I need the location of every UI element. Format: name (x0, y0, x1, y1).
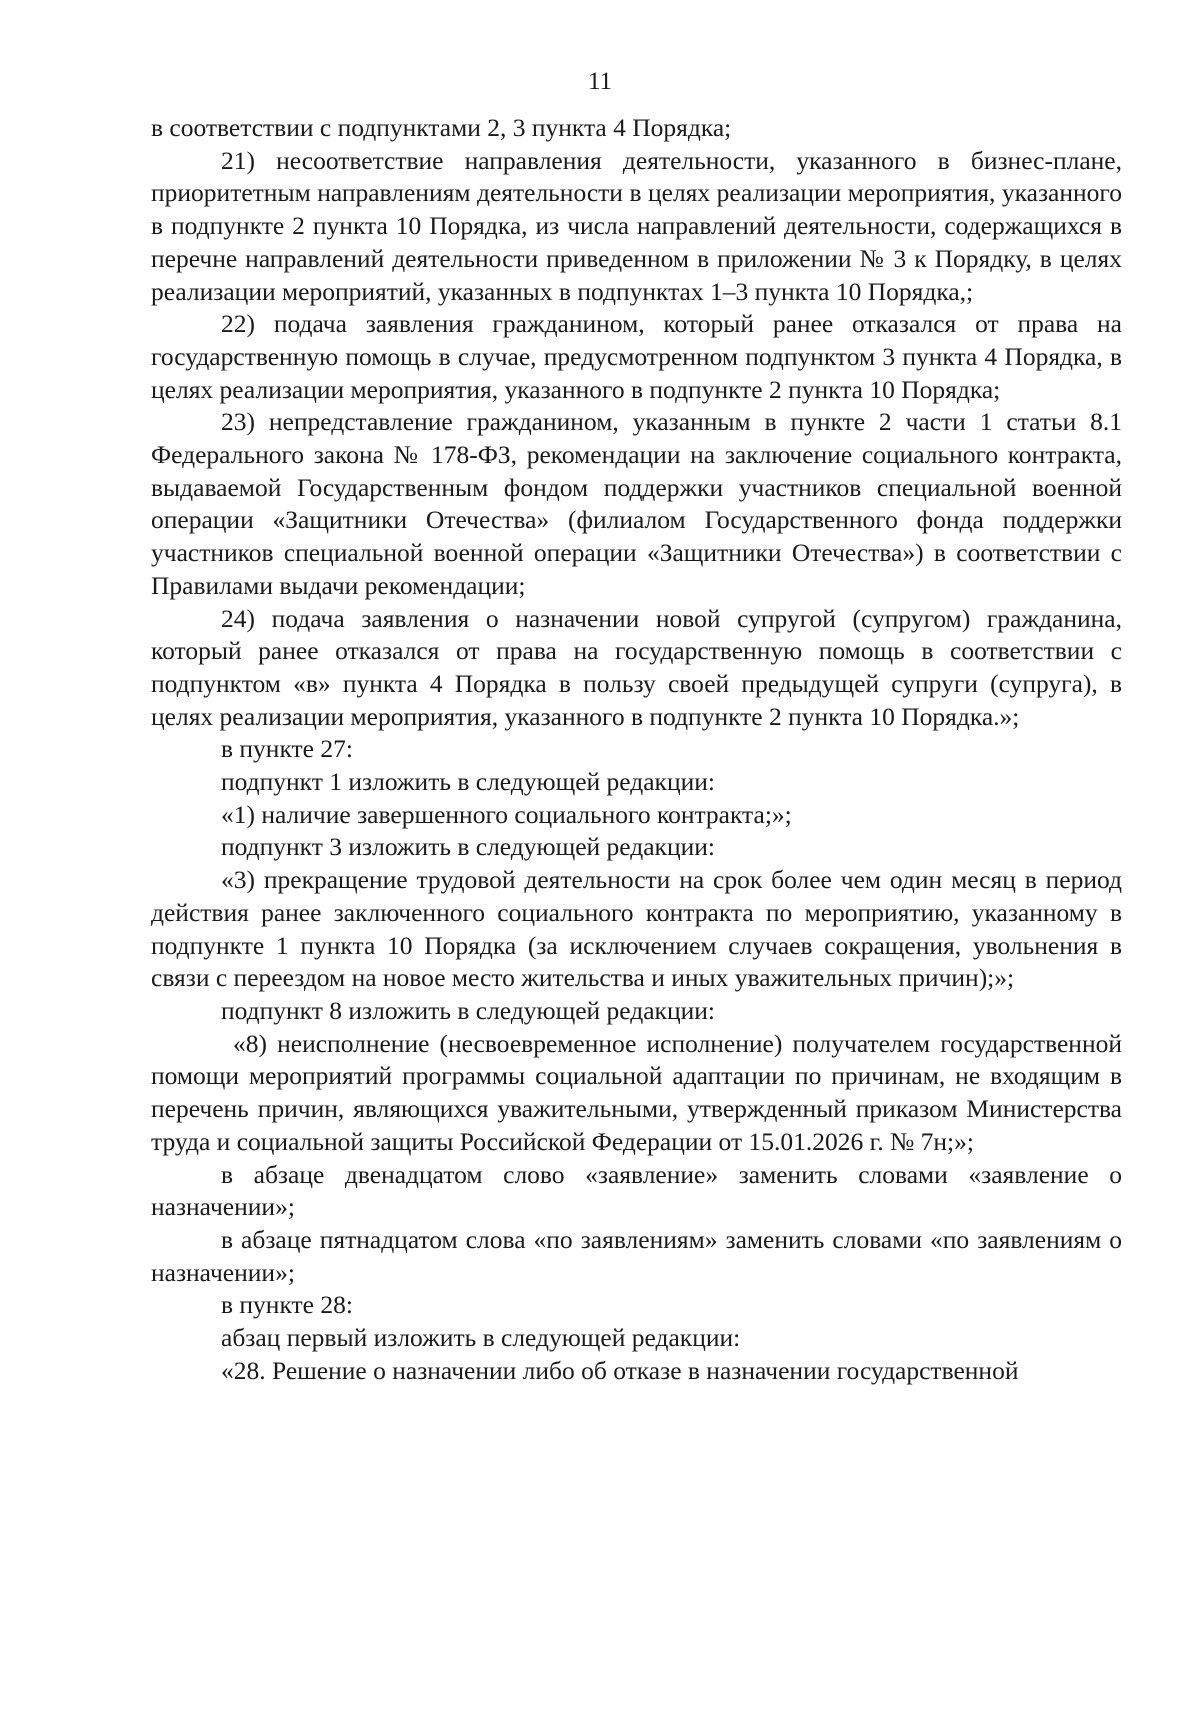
paragraph: в соответствии с подпунктами 2, 3 пункта 4 Порядка; (151, 113, 732, 142)
paragraph: 24) подача заявления о назначении новой супругой (супругом) гражданина, который ранее отказался от права на государственную помощь в соответствии с подпунктом «в» пункта 4 Порядка в пользу своей предыдущей супруги (супруга), в целях реализации мероприятия, указанного в подпункте 2 пункта 10 Порядка.»; (151, 603, 1122, 731)
paragraph: в пункте 28: (221, 1290, 353, 1320)
paragraph: «8) неисполнение (несвоевременное исполнение) получателем государственной помощи мероприятий программы социальной адаптации по причинам, не входящим в перечень причин, являющихся уважительными, утвержденный приказом Министерства труда и социальной защиты Российской Федерации от 15.01.2026 г. № 7н;»; (151, 1028, 1122, 1156)
paragraph: подпункт 1 изложить в следующей редакции: (221, 767, 715, 797)
paragraph: 21) несоответствие направления деятельности, указанного в бизнес-плане, приоритетным направлениям деятельности в целях реализации мероприятия, указанного в подпункте 2 пункта 10 Порядка, из числа направлений деятельности, содержащихся в перечне направлений деятельности приведенном в приложении № 3 к Порядку, в целях реализации мероприятий, указанных в подпунктах 1–3 пункта 10 Порядка,; (151, 145, 1122, 306)
paragraph: в пункте 27: (221, 734, 353, 764)
paragraph: абзац первый изложить в следующей редакции: (221, 1323, 741, 1353)
page-number: 11 (587, 68, 613, 95)
paragraph: подпункт 8 изложить в следующей редакции: (221, 995, 715, 1025)
paragraph: подпункт 3 изложить в следующей редакции: (221, 832, 715, 862)
paragraph: «1) наличие завершенного социального контракта;»; (221, 799, 792, 829)
paragraph: 23) непредставление гражданином, указанным в пункте 2 части 1 статьи 8.1 Федерального закона № 178-ФЗ, рекомендации на заключение социального контракта, выдаваемой Государственным фондом поддержки участников специальной военной операции «Защитники Отечества» (филиалом Государственного фонда поддержки участников специальной военной операции «Защитники Отечества») в соответствии с Правилами выдачи рекомендации; (151, 407, 1122, 600)
paragraph: «28. Решение о назначении либо об отказе в назначении государственной (221, 1355, 1019, 1385)
document-body (151, 112, 1122, 1387)
paragraph: в абзаце пятнадцатом слова «по заявлениям» заменить словами «по заявлениям о назначении»; (151, 1224, 1122, 1287)
paragraph: 22) подача заявления гражданином, который ранее отказался от права на государственную помощь в случае, предусмотренном подпунктом 3 пункта 4 Порядка, в целях реализации мероприятия, указанного в подпункте 2 пункта 10 Порядка; (151, 309, 1122, 404)
paragraph: в абзаце двенадцатом слово «заявление» заменить словами «заявление о назначении»; (151, 1159, 1122, 1222)
paragraph: «3) прекращение трудовой деятельности на срок более чем один месяц в период действия ранее заключенного социального контракта по мероприятию, указанному в подпункте 1 пункта 10 Порядка (за исключением случаев сокращения, увольнения в связи с переездом на новое место жительства и иных уважительных причин);»; (151, 865, 1122, 993)
